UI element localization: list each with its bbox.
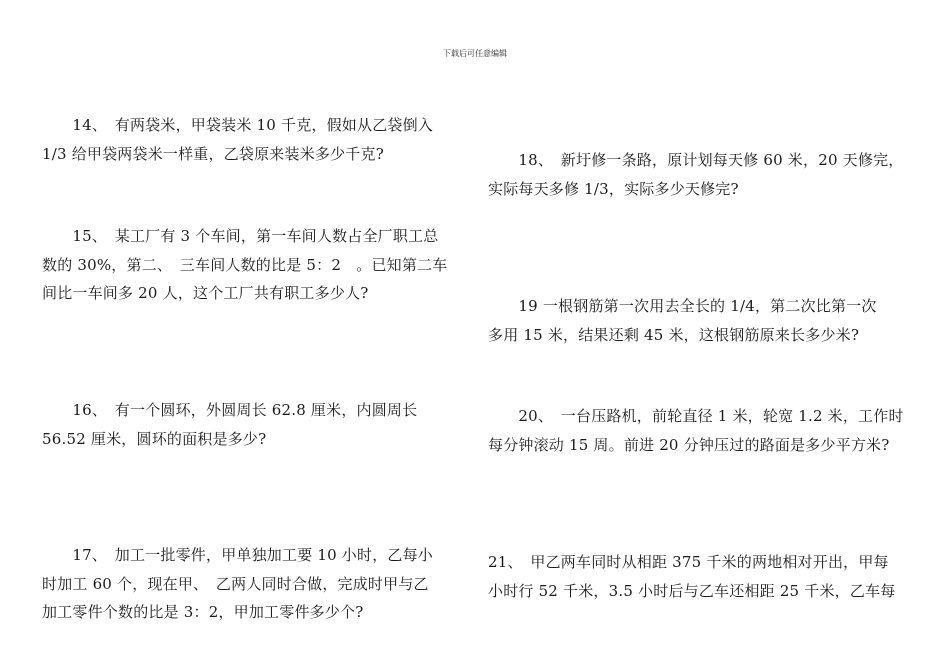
problem-21 [488, 548, 916, 605]
problem-15 [42, 222, 468, 308]
problem-16-line-1: 16、 有一个圆环，外圆周长 62.8 厘米，内圆周长 [42, 401, 418, 419]
problem-18 [488, 146, 916, 203]
problem-15-line-1: 15、 某工厂有 3 个车间，第一车间人数占全厂职工总 [42, 227, 439, 245]
page-header: 下载后可任意编辑 [443, 49, 507, 58]
problem-20-line-2: 每分钟滚动 15 周。前进 20 分钟压过的路面是多少平方米? [488, 435, 890, 454]
problem-16 [42, 396, 468, 453]
problem-14-line-2: 1/3 给甲袋两袋米一样重，乙袋原来装米多少千克? [42, 144, 384, 163]
problem-17-line-2: 时加工 60 个，现在甲、 乙两人同时合做，完成时甲与乙 [42, 574, 429, 593]
problem-20-line-1: 20、 一台压路机，前轮直径 1 米，轮宽 1.2 米，工作时 [488, 407, 904, 425]
problem-14-line-1: 14、 有两袋米，甲袋装米 10 千克，假如从乙袋倒入 [42, 116, 434, 134]
problem-17 [42, 541, 468, 627]
problem-18-line-2: 实际每天多修 1/3，实际多少天修完? [488, 179, 739, 198]
problem-18-line-1: 18、 新圩修一条路，原计划每天修 60 米，20 天修完， [488, 151, 904, 169]
problem-17-line-3: 加工零件个数的比是 3：2，甲加工零件多少个? [42, 603, 364, 621]
problem-15-line-3: 间比一车间多 20 人，这个工厂共有职工多少人? [42, 284, 369, 302]
problem-17-line-1: 17、 加工一批零件，甲单独加工要 10 小时，乙每小 [42, 546, 434, 564]
problem-16-line-2: 56.52 厘米，圆环的面积是多少? [42, 429, 267, 448]
problem-15-line-2: 数的 30%，第二、 三车间人数的比是 5：2 。已知第二车 [42, 255, 448, 274]
problem-19-line-1: 19 一根钢筋第一次用去全长的 1/4，第二次比第一次 [488, 297, 877, 315]
problem-21-line-2: 小时行 52 千米，3.5 小时后与乙车还相距 25 千米，乙车每 [488, 581, 896, 600]
problem-14 [42, 111, 468, 168]
problem-20 [488, 402, 916, 459]
problem-19 [488, 292, 916, 349]
problem-19-line-2: 多用 15 米，结果还剩 45 米，这根钢筋原来长多少米? [488, 325, 860, 344]
problem-21-line-1: 21、 甲乙两车同时从相距 375 千米的两地相对开出，甲每 [488, 553, 889, 571]
